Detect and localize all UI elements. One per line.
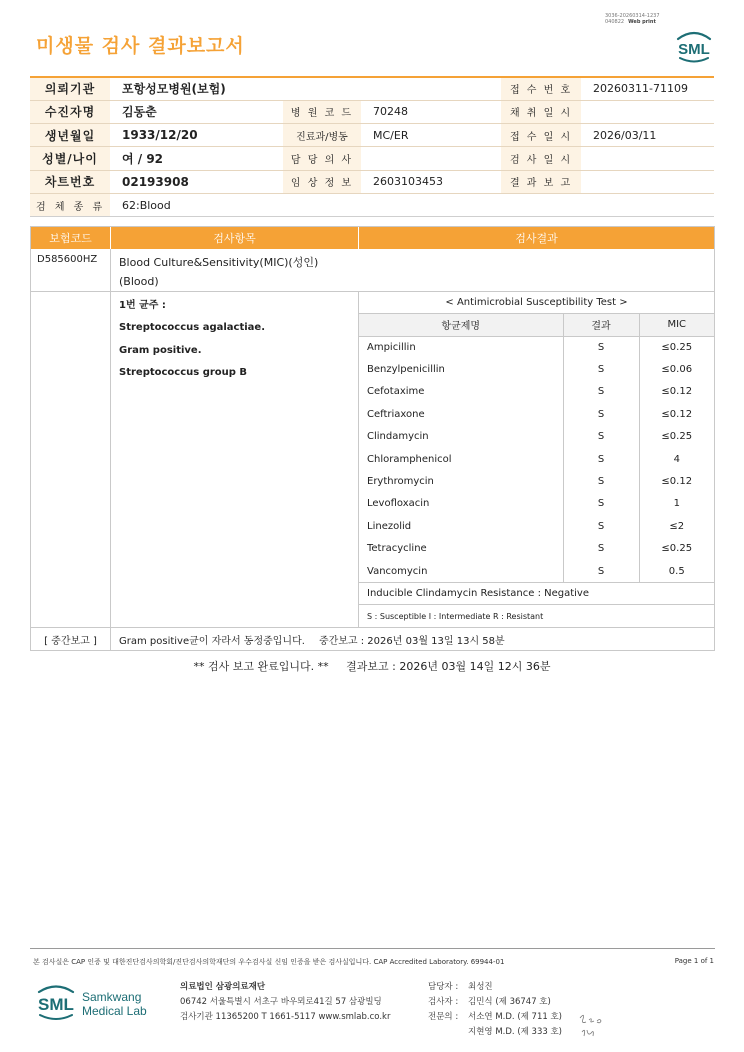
ast-row <box>359 336 714 358</box>
sex-age-label: 성별/나이 <box>30 147 110 170</box>
signature-icon <box>576 1010 610 1040</box>
col-result-header: 검사결과 <box>515 232 558 245</box>
dept-label: 진료과/병동 <box>283 124 361 147</box>
ast-drug: Cefotaxime <box>367 386 425 398</box>
patient-info-table <box>30 76 714 217</box>
results-header <box>31 227 714 249</box>
ast-drug: Ampicillin <box>367 341 416 353</box>
interim-label: [ 중간보고 ] <box>31 628 111 650</box>
ast-mic: ≤0.25 <box>639 538 714 560</box>
col-code-header: 보험코드 <box>31 227 111 249</box>
info-row <box>30 100 714 123</box>
org-address: 06742 서울특별시 서초구 바우뫼로41길 57 삼광빌딩 <box>180 997 382 1007</box>
ast-drug: Clindamycin <box>367 431 429 443</box>
birth-value: 1933/12/20 <box>110 124 283 147</box>
organism-line: 1번 균주 : <box>119 300 166 311</box>
page-number: Page 1 of 1 <box>674 957 714 965</box>
ast-mic: 4 <box>639 448 714 470</box>
ast-mic: 0.5 <box>639 560 714 582</box>
organism-line: Gram positive. <box>119 344 202 356</box>
receipt-date-value: 2026/03/11 <box>581 124 714 147</box>
inducible-clindamycin-result: Inducible Clindamycin Resistance : Negative <box>359 582 714 605</box>
ast-drug: Levofloxacin <box>367 498 430 510</box>
ast-result: S <box>563 381 639 403</box>
samkwang-logo-icon <box>36 980 156 1024</box>
ast-header-mic: MIC <box>639 314 714 336</box>
organism-info <box>111 292 359 627</box>
collect-date-label: 채 취 일 시 <box>501 100 581 123</box>
ast-table <box>359 314 714 582</box>
ast-row <box>359 538 714 560</box>
final-text: ** 검사 보고 완료입니다. ** <box>193 660 329 673</box>
final-time: 결과보고 : 2026년 03월 14일 12시 36분 <box>346 660 551 673</box>
doctor-value <box>361 147 501 170</box>
info-row <box>30 170 714 193</box>
sex-age-value: 여 / 92 <box>110 147 283 170</box>
collect-date-value <box>581 100 714 123</box>
ast-row <box>359 426 714 448</box>
organism-line: Streptococcus group B <box>119 366 248 378</box>
patient-value: 김동춘 <box>110 100 283 123</box>
tester-label: 검사자 : <box>428 997 459 1007</box>
request-org-value: 포항성모병원(보험) <box>110 77 501 100</box>
report-code <box>605 13 660 25</box>
report-value <box>581 170 714 193</box>
interim-report-row <box>31 628 714 650</box>
doctor-label: 담 당 의 사 <box>283 147 361 170</box>
ast-row <box>359 560 714 582</box>
ast-result: S <box>563 515 639 537</box>
footer-divider <box>30 948 715 949</box>
ast-result: S <box>563 493 639 515</box>
chart-value: 02193908 <box>110 170 283 193</box>
ast-mic: ≤0.25 <box>639 426 714 448</box>
specialist-1: 서소연 M.D. (제 711 호) <box>468 1012 563 1022</box>
ast-drug: Erythromycin <box>367 476 434 488</box>
ast-mic: ≤0.25 <box>639 336 714 358</box>
ast-result: S <box>563 336 639 358</box>
info-row <box>30 124 714 147</box>
ast-mic: 1 <box>639 493 714 515</box>
code-blank-cell <box>31 292 111 627</box>
test-item-name: Blood Culture&Sensitivity(MIC)(성인) <box>119 256 319 269</box>
clinical-label: 임 상 정 보 <box>283 170 361 193</box>
ast-row <box>359 358 714 380</box>
report-label: 결 과 보 고 <box>501 170 581 193</box>
ast-mic: ≤0.12 <box>639 381 714 403</box>
ast-mic: ≤2 <box>639 515 714 537</box>
ast-header-row <box>359 314 714 336</box>
request-org-label: 의뢰기관 <box>30 77 110 100</box>
info-row <box>30 77 714 100</box>
organization-info <box>180 980 390 1025</box>
ast-mic: ≤0.06 <box>639 358 714 380</box>
ast-drug: Benzylpenicillin <box>367 364 445 376</box>
specialist-label: 전문의 : <box>428 1012 459 1022</box>
org-name: 의료법인 삼광의료재단 <box>180 982 266 992</box>
ast-drug: Chloramphenicol <box>367 453 452 465</box>
footer-logo-mark: SML <box>38 995 74 1014</box>
col-item-header: 검사항목 <box>111 227 359 249</box>
birth-label: 생년월일 <box>30 124 110 147</box>
ast-result: S <box>563 358 639 380</box>
test-date-label: 검 사 일 시 <box>501 147 581 170</box>
hospital-code-label: 병 원 코 드 <box>283 100 361 123</box>
web-print-label: Web print <box>628 19 656 25</box>
ast-title: < Antimicrobial Susceptibility Test > <box>359 292 714 314</box>
logo-text: SML <box>678 41 710 58</box>
info-row <box>30 193 714 216</box>
patient-label: 수진자명 <box>30 100 110 123</box>
ast-legend: S : Susceptible I : Intermediate R : Resistant <box>367 611 544 621</box>
ast-drug: Linezolid <box>367 520 412 532</box>
results-body <box>31 292 714 628</box>
report-code-line1: 3036-20260314-1237 <box>605 13 660 19</box>
results-section <box>30 226 715 651</box>
insurance-code: D585600HZ <box>31 249 111 291</box>
ast-result: S <box>563 470 639 492</box>
ast-row <box>359 515 714 537</box>
clinical-value: 2603103453 <box>361 170 501 193</box>
footer-logo-line1: Samkwang <box>82 990 142 1004</box>
certification-note: 본 검사실은 CAP 인증 및 대한진단검사의학회/진단검사의학재단의 우수검사실 신임 인증을 받은 검사실입니다. CAP Accredited Laboratory. 69944-01 <box>33 958 505 966</box>
manager-label: 담당자 : <box>428 982 459 992</box>
org-contact: 검사기관 11365200 T 1661-5117 www.smlab.co.kr <box>180 1012 391 1022</box>
interim-time: 중간보고 : 2026년 03월 13일 13시 58분 <box>318 635 505 647</box>
manager-name: 최성진 <box>468 982 493 992</box>
ast-result: S <box>563 426 639 448</box>
footer-logo-line2: Medical Lab <box>82 1004 147 1018</box>
receipt-date-label: 접 수 일 시 <box>501 124 581 147</box>
interim-text: Gram positive균이 자라서 동정중입니다. <box>119 635 305 647</box>
report-code-line2: 040822 <box>605 19 625 25</box>
info-row <box>30 147 714 170</box>
hospital-code-value: 70248 <box>361 100 501 123</box>
ast-result: S <box>563 560 639 582</box>
ast-result: S <box>563 538 639 560</box>
specimen-label: 검 체 종 류 <box>30 193 110 216</box>
dept-value: MC/ER <box>361 124 501 147</box>
ast-row <box>359 448 714 470</box>
test-item <box>111 249 714 291</box>
ast-row <box>359 381 714 403</box>
staff-info <box>428 980 562 1040</box>
ast-row <box>359 493 714 515</box>
ast-drug: Ceftriaxone <box>367 408 425 420</box>
organism-line: Streptococcus agalactiae. <box>119 322 266 334</box>
page-title: 미생물 검사 결과보고서 <box>36 35 245 57</box>
tester-name: 김민식 (제 36747 호) <box>468 997 551 1007</box>
test-item-specimen: (Blood) <box>119 275 159 288</box>
ast-result: S <box>563 403 639 425</box>
chart-label: 차트번호 <box>30 170 110 193</box>
sml-logo-icon <box>672 25 716 65</box>
interim-report <box>111 628 714 650</box>
specialist-2: 지현영 M.D. (제 333 호) <box>468 1027 563 1037</box>
test-item-row <box>31 249 714 292</box>
ast-row <box>359 403 714 425</box>
ast-result: S <box>563 448 639 470</box>
specimen-value: 62:Blood <box>110 193 714 216</box>
ast-panel <box>359 292 714 627</box>
final-report <box>0 658 744 674</box>
ast-drug: Vancomycin <box>367 565 428 577</box>
ast-mic: ≤0.12 <box>639 403 714 425</box>
test-date-value <box>581 147 714 170</box>
ast-header-result: 결과 <box>563 314 639 336</box>
ast-row <box>359 470 714 492</box>
receipt-no-label: 접 수 번 호 <box>501 77 581 100</box>
ast-mic: ≤0.12 <box>639 470 714 492</box>
ast-drug: Tetracycline <box>367 543 427 555</box>
ast-header-drug: 항균제명 <box>359 314 563 336</box>
receipt-no-value: 20260311-71109 <box>581 77 714 100</box>
